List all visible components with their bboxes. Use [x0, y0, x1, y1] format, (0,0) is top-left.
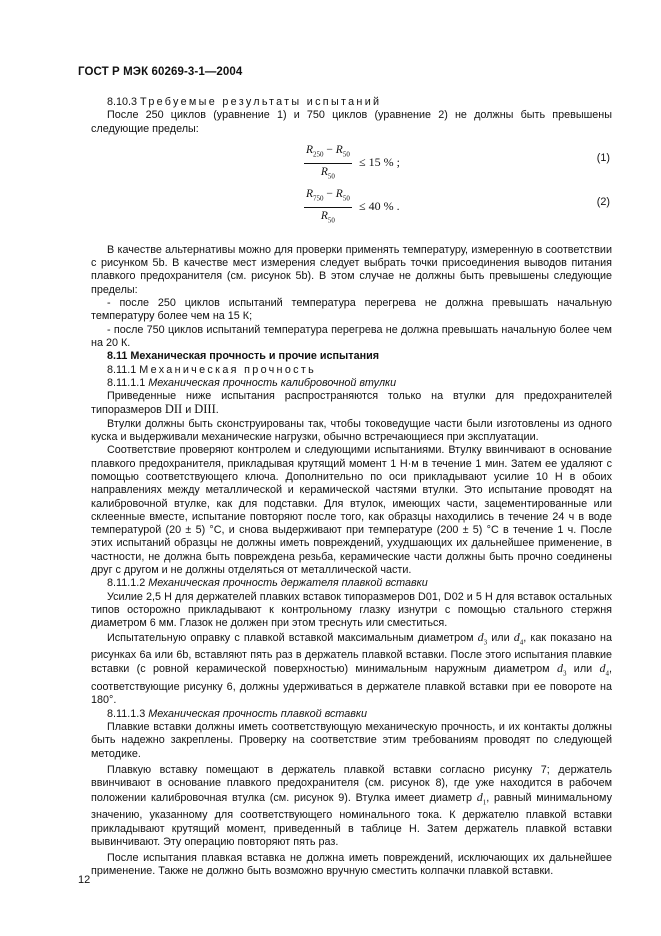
paragraph — [91, 764, 612, 849]
section-number: 8.11.1.1 — [107, 376, 146, 389]
paragraph: Усилие 2,5 Н для держателей плавких вставок типоразмеров D01, D02 и 5 Н для вставок остальных типов осторожно прикладывают к контрольному глазку изнутри с помощью стального стержня диаметром 6 мм. Глазок не должен при этом треснуть или сместиться. — [91, 590, 612, 630]
text: или — [566, 663, 600, 676]
section-title: Требуемые результаты испытаний — [140, 96, 382, 108]
text: , равный минимальному значению, указанному для соответствующего номинального тока. К держателю плавкой вставки прикладывают крутящий момент, приведенный в таблице Н. Затем держатель плавкой вставки вывинчивают. Эту операцию повторяют пять раз. — [91, 791, 612, 848]
var: d — [477, 629, 484, 644]
section-title: Механическая прочность держателя плавкой вставки — [148, 577, 428, 590]
subscript: 50 — [342, 194, 350, 203]
formula-1 — [91, 142, 612, 182]
subscript: 750 — [313, 194, 324, 203]
document-header: ГОСТ Р МЭК 60269-3-1—2004 — [78, 66, 243, 78]
var: R — [306, 143, 314, 156]
fraction — [304, 188, 352, 228]
size-designation: DII — [164, 402, 183, 417]
section-number: 8.11.1.3 — [107, 707, 146, 720]
paragraph: После испытания плавкая вставка не должна иметь повреждений, исключающих их дальнейшее применение. Также не должно быть возможно вручную сместить колпачки плавкой вставки. — [91, 852, 612, 878]
paragraph — [91, 631, 612, 708]
var: d — [556, 661, 563, 676]
operator: − — [323, 143, 336, 156]
section-number: 8.11.1 — [107, 363, 137, 376]
page-body — [91, 96, 612, 879]
subscript: 4 — [605, 669, 609, 678]
symbol — [478, 630, 488, 644]
formula-2 — [91, 186, 612, 226]
var: R — [335, 143, 343, 156]
section-title: Механическая прочность плавкой вставки — [148, 707, 367, 720]
paragraph: Соответствие проверяют контролем и следующими испытаниями. Втулку ввинчивают в основание плавкого предохранителя, прикладывая крутящий момент 1 Н·м в течение 1 мин. Затем ее удаляют с помощью соответствующего ключа. Дополнительно по оси прикладывают усилие 10 Н в обоих направлениях между металлической и керамической частями втулки. Это испытание проводят на калибровочной втулке, как для подставки. Для втулок, имеющих части, зацементированные или склеенные вместе, испытание повторяют после того, как образцы находились в течение 24 ч в воде температурой (20 ± 5) °С, и снова выдерживают при температуре (200 ± 5) °С в течение 1 ч. После этих испытаний образцы не должны иметь повреждений, ухудшающих их дальнейшее применение, в частности, не должна быть повреждена резьба, керамические части должны быть прочно соединены друг с другом и не должны отделяться от металлической части. — [91, 444, 612, 577]
symbol — [477, 790, 487, 804]
heading-8-11-1-3 — [91, 708, 612, 721]
var: R — [335, 187, 343, 200]
list-item: - после 750 циклов испытаний температура перегрева не должна превышать начальную более чем на 20 К. — [91, 323, 612, 349]
text: Приведенные ниже испытания распространяются только на втулки для предохранителей типоразмеров — [91, 390, 612, 417]
text: , как показано на рисунках 6а или 6b, вставляют пять раз в держатель плавкой вставки. После этого испытания плавкие вставки (с ровной керамической поверхностью) минимальным наружным диаметром — [91, 631, 612, 676]
var: d — [476, 789, 483, 804]
formula-condition: ≤ 15 % ; — [359, 154, 400, 169]
subscript: 4 — [519, 637, 524, 646]
var: R — [320, 210, 328, 223]
text: , соответствующие рисунку 6, должны удерживаться в держателе плавкой вставки при ее повороте на 180°. — [91, 663, 612, 707]
symbol — [599, 661, 610, 678]
var: d — [513, 629, 520, 644]
heading-8-10-3 — [91, 96, 612, 109]
size-designation: DIII — [194, 402, 216, 417]
subscript: 50 — [327, 172, 335, 181]
section-number: 8.11 — [107, 350, 128, 363]
operator: − — [323, 187, 336, 200]
heading-8-11 — [91, 350, 612, 363]
section-title: Механическая прочность и прочие испытания — [130, 350, 380, 363]
list-item: - после 250 циклов испытаний температура перегрева не должна превышать начальную температуру более чем на 15 К; — [91, 297, 612, 323]
paragraph — [91, 390, 612, 418]
formula-condition: ≤ 40 % . — [359, 198, 400, 213]
equation-number: (1) — [596, 151, 610, 164]
section-title: Механическая прочность калибровочной втулки — [148, 376, 397, 389]
fraction — [304, 144, 352, 184]
section-number: 8.10.3 — [107, 96, 138, 108]
paragraph: После 250 циклов (уравнение 1) и 750 циклов (уравнение 2) не должны быть превышены следующие пределы: — [91, 109, 612, 135]
heading-8-11-1-1 — [91, 377, 612, 390]
var: R — [320, 166, 328, 179]
symbol — [514, 630, 524, 644]
var: d — [599, 661, 606, 676]
text: Испытательную оправку с плавкой вставкой максимальным диаметром — [107, 631, 478, 644]
paragraph: Втулки должны быть сконструированы так, чтобы токоведущие части были изготовлены из одного куска и выдерживали механические нагрузки, обычно встречающиеся при эксплуатации. — [91, 417, 612, 444]
text: Плавкую вставку помещают в держатель плавкой вставки согласно рисунку 7; держатель ввинчивают в основание плавкого предохранителя (см. рисунок 8), где уже находится в рабочем положении калибровочная втулка (см. рисунок 9). Втулка имеет диаметр — [91, 763, 612, 804]
section-title: Механическая прочность — [139, 363, 316, 376]
text: . — [215, 404, 219, 417]
heading-8-11-1 — [91, 364, 612, 377]
equation-number: (2) — [596, 195, 610, 208]
subscript: 3 — [483, 637, 488, 646]
text: и — [182, 404, 195, 417]
page-number: 12 — [78, 874, 91, 886]
subscript: 3 — [562, 669, 567, 678]
subscript: 1 — [482, 797, 487, 806]
paragraph: В качестве альтернативы можно для проверки применять температуру, измеренную в соответствии с рисунком 5b. В качестве мест измерения следует выбрать точки присоединения выводов питания плавкого предохранителя (см. рисунок 5b). В этом случае не должны быть превышены следующие пределы: — [91, 243, 612, 296]
var: R — [306, 187, 314, 200]
subscript: 50 — [342, 150, 350, 159]
paragraph: Плавкие вставки должны иметь соответствующую механическую прочность, и их контакты должны быть надежно закреплены. Проверку на соответствие этим требованиям проводят по следующей методике. — [91, 721, 612, 760]
heading-8-11-1-2 — [91, 577, 612, 590]
symbol — [556, 661, 567, 678]
subscript: 50 — [327, 216, 335, 225]
section-number: 8.11.1.2 — [107, 577, 146, 590]
text: или — [487, 631, 514, 644]
subscript: 250 — [313, 150, 324, 159]
